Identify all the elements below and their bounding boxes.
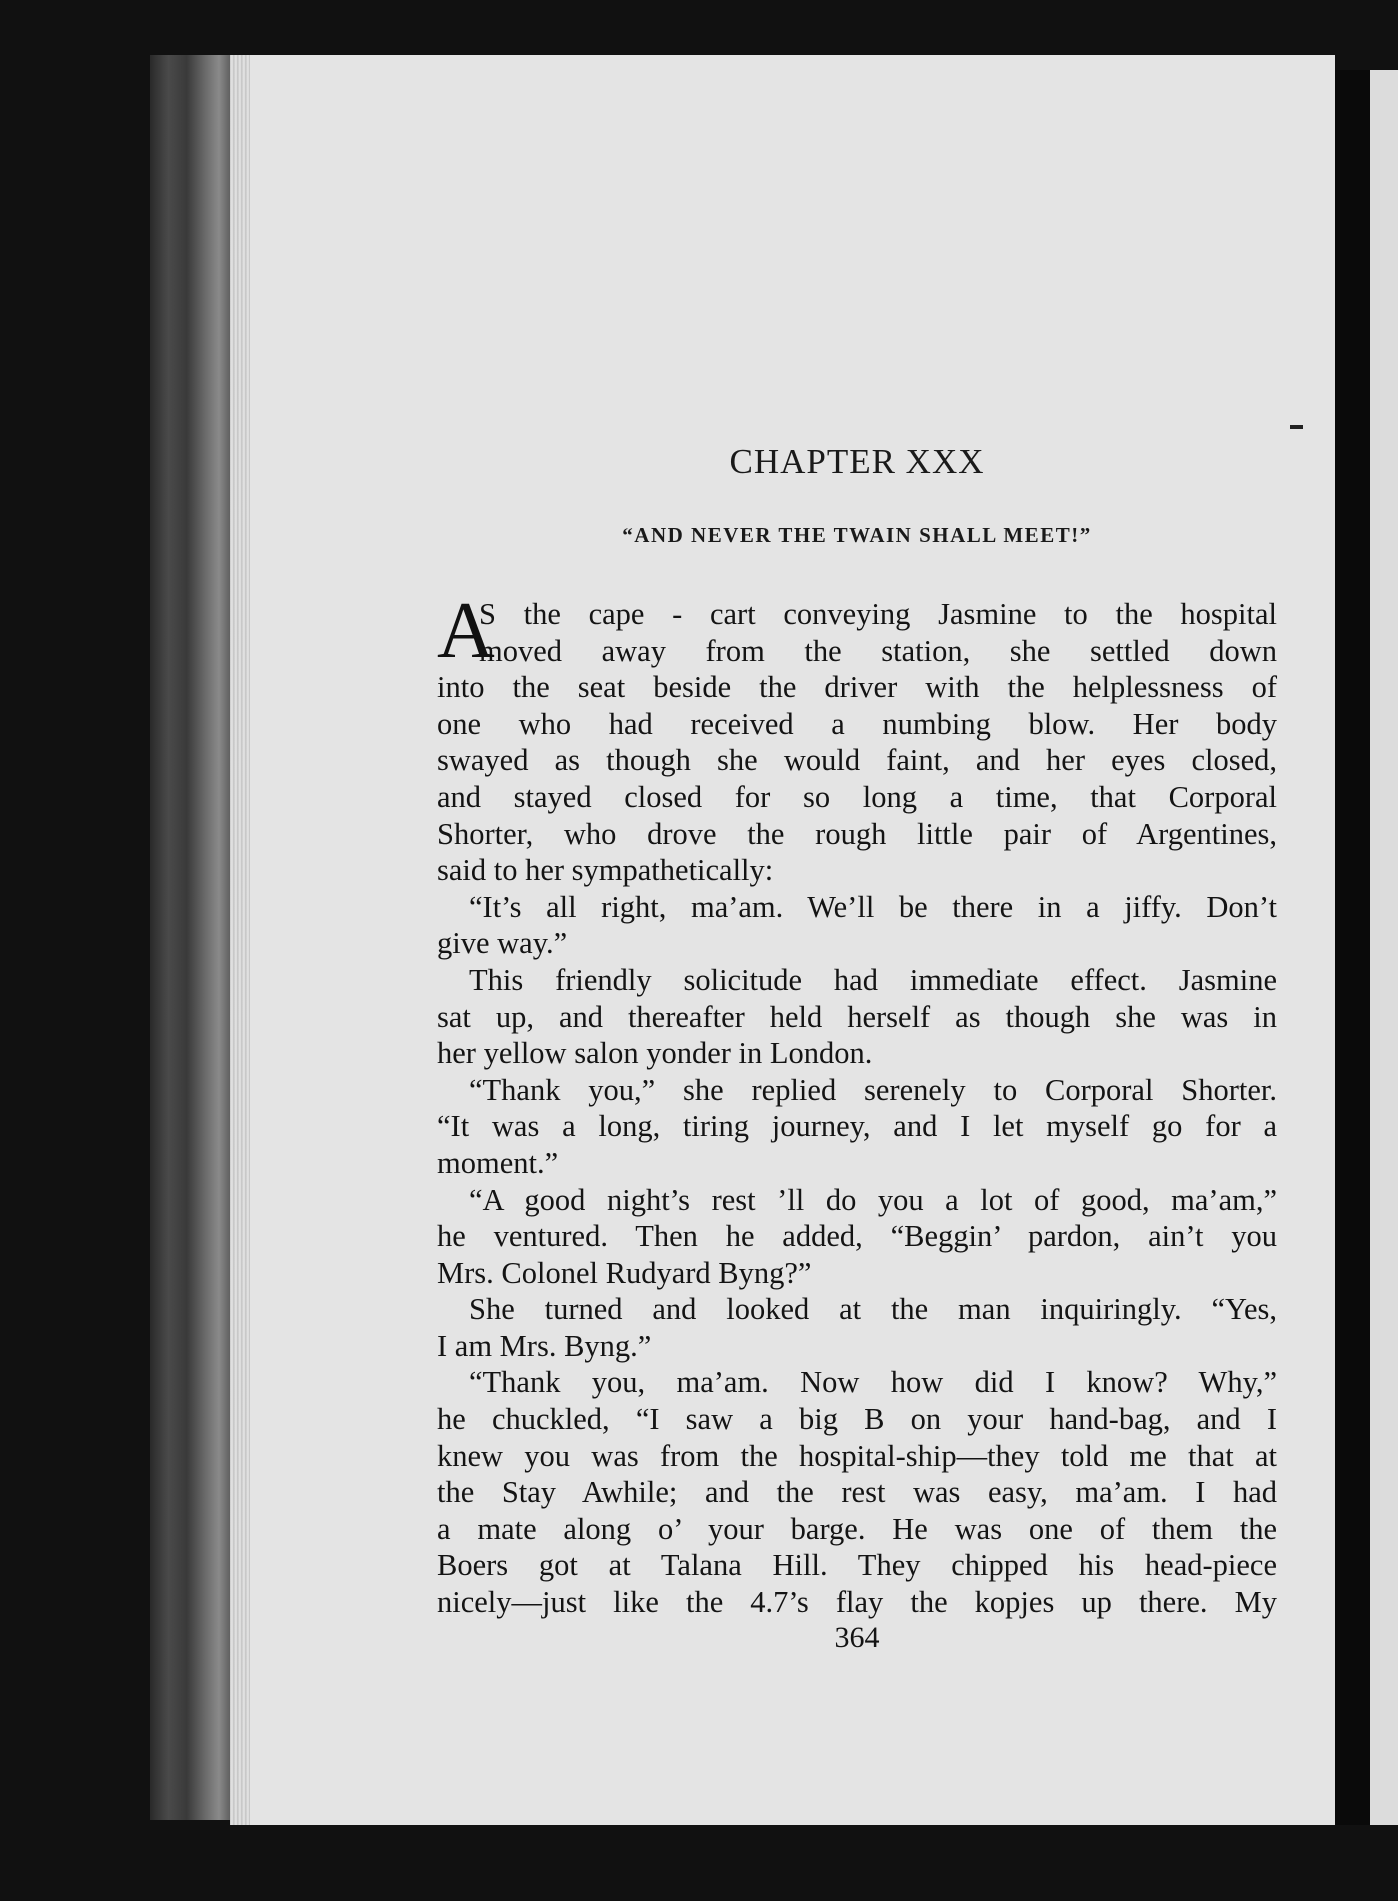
text-line: and stayed closed for so long a time, that Corporal bbox=[437, 779, 1277, 814]
text-line: Mrs. Colonel Rudyard Byng?” bbox=[437, 1255, 812, 1290]
text-line: “Thank you,” she replied serenely to Corporal Shorter. bbox=[469, 1072, 1277, 1107]
page-stack-edge bbox=[230, 55, 250, 1825]
facing-page-edge bbox=[1370, 70, 1398, 1825]
page-number: 364 bbox=[834, 1621, 880, 1654]
text-line: moved away from the station, she settled down bbox=[479, 633, 1277, 668]
text-line: “A good night’s rest ’ll do you a lot of good, ma’am,” bbox=[469, 1182, 1277, 1217]
right-gutter-shadow bbox=[1335, 70, 1370, 1825]
text-line: he ventured. Then he added, “Beggin’ pardon, ain’t you bbox=[437, 1219, 1277, 1254]
book-spine-edge bbox=[150, 55, 242, 1820]
text-line: moment.” bbox=[437, 1145, 559, 1180]
text-line: knew you was from the hospital-ship—they told me that at bbox=[437, 1438, 1277, 1473]
text-line: sat up, and thereafter held herself as though she was in bbox=[437, 999, 1277, 1034]
text-line: the Stay Awhile; and the rest was easy, ma’am. I had bbox=[437, 1475, 1277, 1510]
text-line: he chuckled, “I saw a big B on your hand-bag, and I bbox=[437, 1402, 1277, 1437]
text-line: nicely—just like the 4.7’s flay the kopjes up there. My bbox=[437, 1585, 1277, 1620]
text-line: Boers got at Talana Hill. They chipped his head-piece bbox=[437, 1548, 1277, 1583]
text-line: her yellow salon yonder in London. bbox=[437, 1036, 873, 1071]
margin-mark bbox=[1290, 425, 1303, 429]
text-line: into the seat beside the driver with the helplessness of bbox=[437, 670, 1277, 705]
text-line: I am Mrs. Byng.” bbox=[437, 1328, 652, 1363]
text-line: “It was a long, tiring journey, and I let myself go for a bbox=[437, 1109, 1277, 1144]
text-line: give way.” bbox=[437, 926, 568, 961]
text-line: a mate along o’ your barge. He was one of them the bbox=[437, 1511, 1277, 1546]
text-line: swayed as though she would faint, and her eyes closed, bbox=[437, 743, 1277, 778]
text-line: “Thank you, ma’am. Now how did I know? Why,” bbox=[469, 1365, 1277, 1400]
drop-cap: A bbox=[437, 587, 495, 675]
chapter-subtitle: “AND NEVER THE TWAIN SHALL MEET!” bbox=[622, 523, 1092, 547]
text-line: said to her sympathetically: bbox=[437, 853, 774, 888]
text-line: Shorter, who drove the rough little pair of Argentines, bbox=[437, 816, 1277, 851]
text-line: one who had received a numbing blow. Her body bbox=[437, 706, 1277, 741]
text-line: “It’s all right, ma’am. We’ll be there in a jiffy. Don’t bbox=[469, 889, 1277, 924]
body-text bbox=[437, 587, 1277, 1621]
text-line: This friendly solicitude had immediate effect. Jasmine bbox=[469, 962, 1277, 997]
text-line: S the cape - cart conveying Jasmine to the hospital bbox=[479, 597, 1277, 631]
text-line: She turned and looked at the man inquiringly. “Yes, bbox=[469, 1292, 1277, 1327]
chapter-title: CHAPTER XXX bbox=[729, 442, 985, 481]
